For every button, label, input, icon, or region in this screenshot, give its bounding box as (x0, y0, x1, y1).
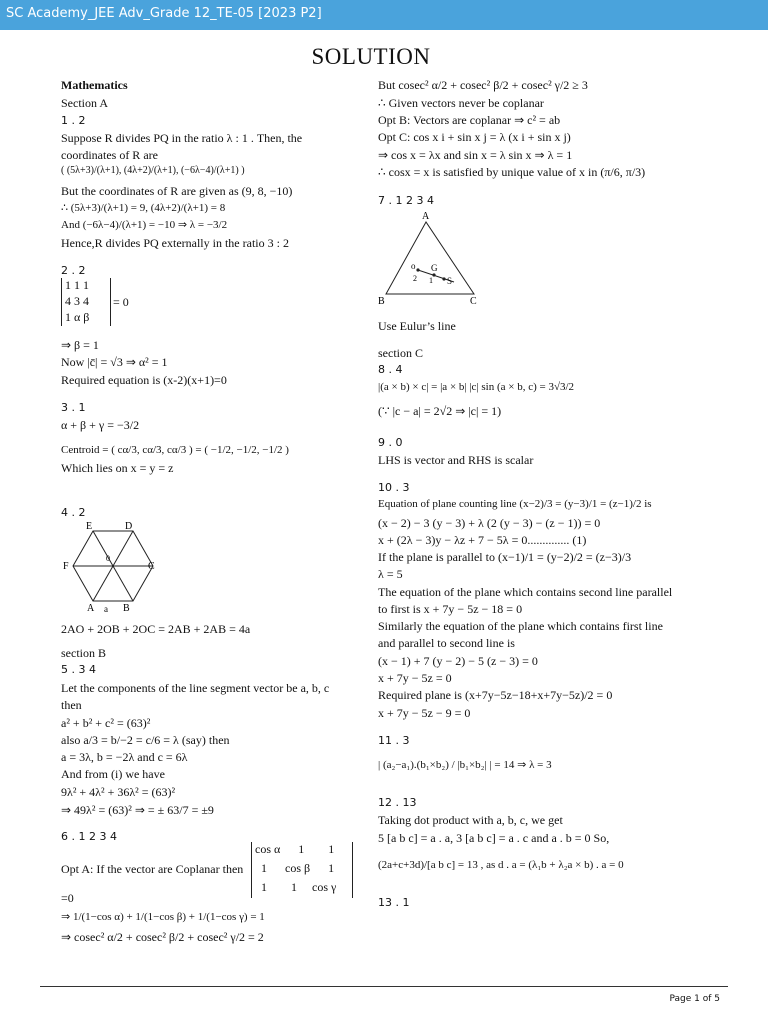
q12-line-3: (2a+c+3d)/[a b c] = 13 , as d . a = (λ₁b + λ₂a × b) . a = 0 (378, 859, 624, 871)
tri-label-s: S (447, 276, 453, 286)
q3-line-3: Which lies on x = y = z (61, 461, 174, 475)
q7-line-1: Use Eulur’s line (378, 319, 456, 333)
q10-line-12: Required plane is (x+7y−5z−18+x+7y−5z)/2 = 0 (378, 688, 613, 702)
tri-label-a: A (422, 211, 430, 222)
q10-line-6: The equation of the plane which contains second line parallel (378, 585, 673, 599)
q1-line-3: ( (5λ+3)/(λ+1), (4λ+2)/(λ+1), (−6λ−4)/(λ+1) ) (61, 165, 245, 176)
q6-line-4: ⇒ cosec² α/2 + cosec² β/2 + cosec² γ/2 = 2 (61, 930, 264, 944)
q6-line-1: Opt A: If the vector are Coplanar then (61, 862, 244, 876)
q12-line-2: 5 [a b c] = a . a, 3 [a b c] = a . c and a . b = 0 So, (378, 831, 610, 845)
subject-heading: Mathematics (61, 78, 128, 92)
q5-line-1: Let the components of the line segment vector be a, b, c (61, 681, 330, 695)
tri-label-b: B (378, 296, 385, 306)
section-b-heading: section B (61, 646, 106, 660)
q6-cont-4: Opt C: cos x i + sin x j = λ (x i + sin x j) (378, 130, 571, 144)
q6-row-3: 1 1 cos γ (255, 880, 337, 894)
hex-label-o: 0 (106, 554, 110, 563)
q1-line-4: But the coordinates of R are given as (9, 8, −10) (61, 184, 293, 198)
hexagon-diagram (61, 521, 171, 613)
q13-answer: 13 . 1 (378, 896, 410, 909)
q9-answer: 9 . 0 (378, 436, 403, 449)
q5-line-3: a² + b² + c² = (63)² (61, 716, 151, 730)
q2-determinant (61, 278, 111, 326)
q3-answer: 3 . 1 (61, 401, 86, 414)
q6-cont-1: But cosec² α/2 + cosec² β/2 + cosec² γ/2 ≥ 3 (378, 78, 588, 92)
q10-line-13: x + 7y − 5z − 9 = 0 (378, 706, 471, 720)
section-a-heading: Section A (61, 96, 108, 110)
q10-line-11: x + 7y − 5z = 0 (378, 671, 452, 685)
q6-line-3: ⇒ 1/(1−cos α) + 1/(1−cos β) + 1/(1−cos γ) = 1 (61, 911, 265, 923)
page-number: Page 1 of 5 (669, 994, 720, 1004)
tri-label-g: G (431, 263, 438, 273)
tri-label-c: C (470, 296, 477, 306)
q6-cont-6: ∴ cosx = x is satisfied by unique value of x in (π/6, π/3) (378, 165, 646, 179)
section-c-heading: section C (378, 346, 423, 360)
q3-line-1: α + β + γ = −3/2 (61, 418, 140, 432)
q10-line-10: (x − 1) + 7 (y − 2) − 5 (z − 3) = 0 (378, 654, 538, 668)
hex-label-e: E (86, 521, 93, 532)
q5-line-5: a = 3λ, b = −2λ and c = 6λ (61, 750, 188, 764)
q10-line-4: If the plane is parallel to (x−1)/1 = (y−2)/2 = (z−3)/3 (378, 550, 632, 564)
q11-line-1: | (a₂−a₁).(b₁×b₂) / |b₁×b₂| | = 14 ⇒ λ = 3 (378, 759, 552, 771)
q3-line-2: Centroid = ( cα/3, cα/3, cα/3 ) = ( −1/2, −1/2, −1/2 ) (61, 444, 289, 456)
hex-label-d: D (125, 521, 133, 532)
q5-line-2: then (61, 698, 82, 712)
q5-line-7: 9λ² + 4λ² + 36λ² = (63)² (61, 785, 176, 799)
q2-row-1: 1 1 1 (65, 278, 89, 292)
q10-answer: 10 . 3 (378, 481, 410, 494)
q4-equation: 2AO + 2OB + 2OC = 2AB + 2AB = 4a (61, 622, 251, 636)
hex-label-b: B (123, 603, 130, 613)
left-column (61, 76, 361, 976)
q10-line-3: x + (2λ − 3)y − λz + 7 − 5λ = 0.............. (1) (378, 533, 587, 547)
q1-line-6: And (−6λ−4)/(λ+1) = −10 ⇒ λ = −3/2 (61, 219, 228, 231)
footer-rule (40, 986, 728, 987)
tri-label-o: o (411, 261, 416, 271)
q2-equals: = 0 (113, 295, 129, 309)
q6-determinant (251, 842, 353, 898)
q6-cont-2: ∴ Given vectors never be coplanar (378, 96, 544, 110)
hex-label-f: F (63, 561, 69, 572)
tri-label-2: 2 (413, 274, 417, 283)
q2-line-1: ⇒ β = 1 (61, 338, 99, 352)
q6-cont-3: Opt B: Vectors are coplanar ⇒ c² = ab (378, 113, 561, 127)
q2-answer: 2 . 2 (61, 264, 86, 277)
q6-row-1: cos α 1 1 (255, 842, 335, 856)
q1-answer: 1 . 2 (61, 114, 86, 127)
q10-line-5: λ = 5 (378, 567, 403, 581)
q2-line-2: Now |c̄| = √3 ⇒ α² = 1 (61, 355, 168, 369)
tri-label-1: 1 (429, 276, 433, 285)
q1-line-5: ∴ (5λ+3)/(λ+1) = 9, (4λ+2)/(λ+1) = 8 (61, 202, 226, 214)
q10-line-9: and parallel to second line is (378, 636, 515, 650)
q2-row-2: 4 3 4 (65, 294, 89, 308)
q5-line-4: also a/3 = b/−2 = c/6 = λ (say) then (61, 733, 230, 747)
q2-row-3: 1 α β (65, 310, 90, 324)
q4-answer: 4 . 2 (61, 506, 86, 519)
top-bar (0, 0, 768, 30)
q5-answer: 5 . 3 4 (61, 663, 96, 676)
q8-answer: 8 . 4 (378, 363, 403, 376)
q1-line-7: Hence,R divides PQ externally in the ratio 3 : 2 (61, 236, 289, 250)
q10-line-1: Equation of plane counting line (x−2)/3 = (y−3)/1 = (z−1)/2 is (378, 498, 652, 510)
q7-answer: 7 . 1 2 3 4 (378, 194, 434, 207)
right-column (378, 76, 718, 976)
q10-line-7: to first is x + 7y − 5z − 18 = 0 (378, 602, 523, 616)
q6-cont-5: ⇒ cos x = λx and sin x = λ sin x ⇒ λ = 1 (378, 148, 573, 162)
document-title: SOLUTION (311, 44, 431, 69)
q5-line-6: And from (i) we have (61, 767, 165, 781)
q12-line-1: Taking dot product with a, b, c, we get (378, 813, 563, 827)
q1-line-2: coordinates of R are (61, 148, 158, 162)
q12-answer: 12 . 13 (378, 796, 417, 809)
q10-line-2: (x − 2) − 3 (y − 3) + λ (2 (y − 3) − (z − 1)) = 0 (378, 516, 601, 530)
hex-label-vector-a: a (104, 604, 108, 613)
q5-line-8: ⇒ 49λ² = (63)² ⇒ = ± 63/7 = ±9 (61, 803, 214, 817)
q8-line-2: (∵ |c − a| = 2√2 ⇒ |c| = 1) (378, 404, 502, 418)
q8-line-1: |(a × b) × c| = |a × b| |c| sin (a × b, c) = 3√3/2 (378, 381, 575, 393)
q9-line-1: LHS is vector and RHS is scalar (378, 453, 534, 467)
q2-line-3: Required equation is (x-2)(x+1)=0 (61, 373, 227, 387)
q10-line-8: Similarly the equation of the plane which contains first line (378, 619, 663, 633)
q6-line-2: =0 (61, 891, 74, 905)
document-header: SC Academy_JEE Adv_Grade 12_TE-05 [2023 P2] (6, 6, 322, 21)
q11-answer: 11 . 3 (378, 734, 410, 747)
hex-label-c: C (148, 561, 155, 572)
hex-label-a: A (87, 603, 95, 613)
triangle-diagram (378, 208, 488, 306)
q1-line-1: Suppose R divides PQ in the ratio λ : 1 . Then, the (61, 131, 303, 145)
q6-answer: 6 . 1 2 3 4 (61, 830, 117, 843)
q6-row-2: 1 cos β 1 (255, 861, 335, 875)
